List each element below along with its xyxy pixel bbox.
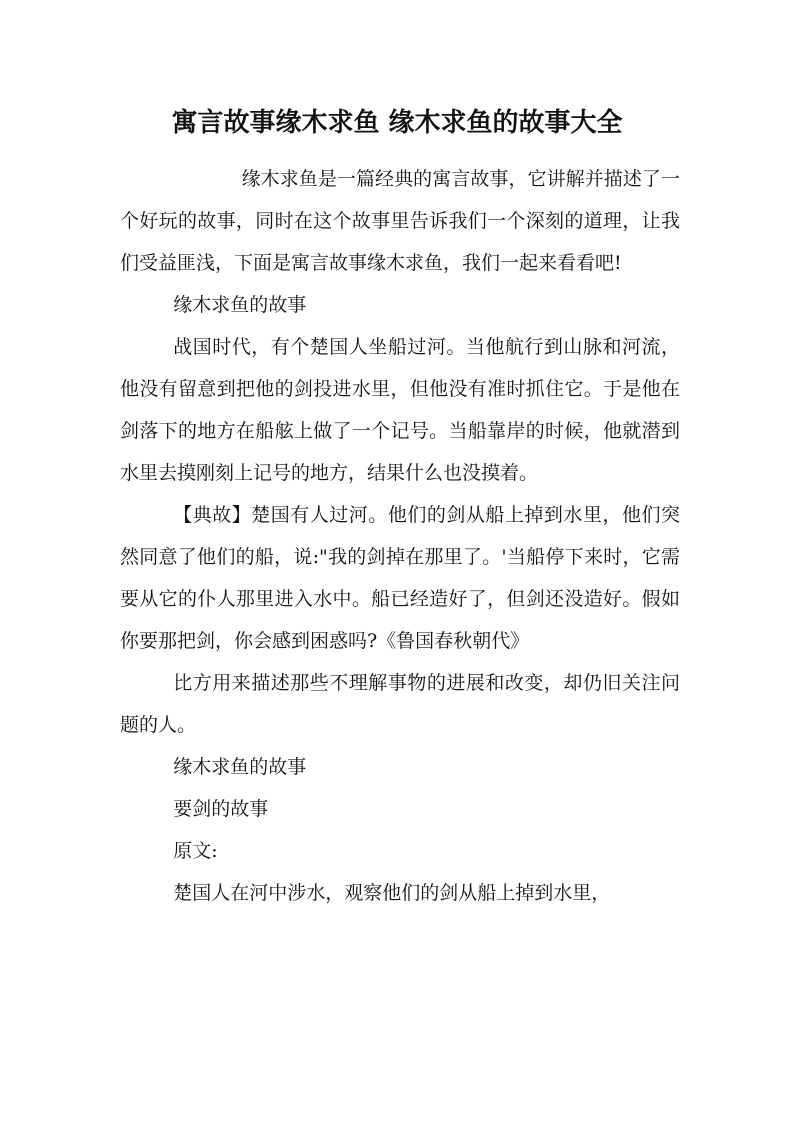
section-heading: 要剑的故事 bbox=[173, 798, 269, 820]
original-text-label: 原文: bbox=[173, 840, 218, 862]
section-heading: 缘木求鱼的故事 bbox=[173, 756, 307, 778]
meaning-paragraph: 比方用来描述那些不理解事物的进展和改变，却仍旧关注问题的人。 bbox=[120, 672, 680, 736]
section-heading: 缘木求鱼的故事 bbox=[173, 294, 307, 316]
allusion-paragraph: 【典故】楚国有人过河。他们的剑从船上掉到水里，他们突然同意了他们的船，说:"我的剑掉在那里了。'当船停下来时，它需要从它的仆人那里进入水中。船已经造好了，但剑还没造好。假如你要那把剑，你会感到困惑吗?《鲁国春秋朝代》 bbox=[120, 504, 680, 652]
original-text-paragraph: 楚国人在河中涉水，观察他们的剑从船上掉到水里， bbox=[173, 882, 611, 904]
story-paragraph: 战国时代，有个楚国人坐船过河。当他航行到山脉和河流，他没有留意到把他的剑投进水里，但他没有准时抓住它。于是他在剑落下的地方在船舷上做了一个记号。当船靠岸的时候，他就潜到水里去摸刚刻上记号的地方，结果什么也没摸着。 bbox=[120, 336, 680, 484]
intro-paragraph: 缘木求鱼是一篇经典的寓言故事，它讲解并描述了一个好玩的故事，同时在这个故事里告诉我们一个深刻的道理，让我们受益匪浅，下面是寓言故事缘木求鱼，我们一起来看看吧! bbox=[120, 168, 680, 274]
document-title: 寓言故事缘木求鱼 缘木求鱼的故事大全 bbox=[171, 108, 623, 138]
document-body bbox=[120, 158, 680, 914]
